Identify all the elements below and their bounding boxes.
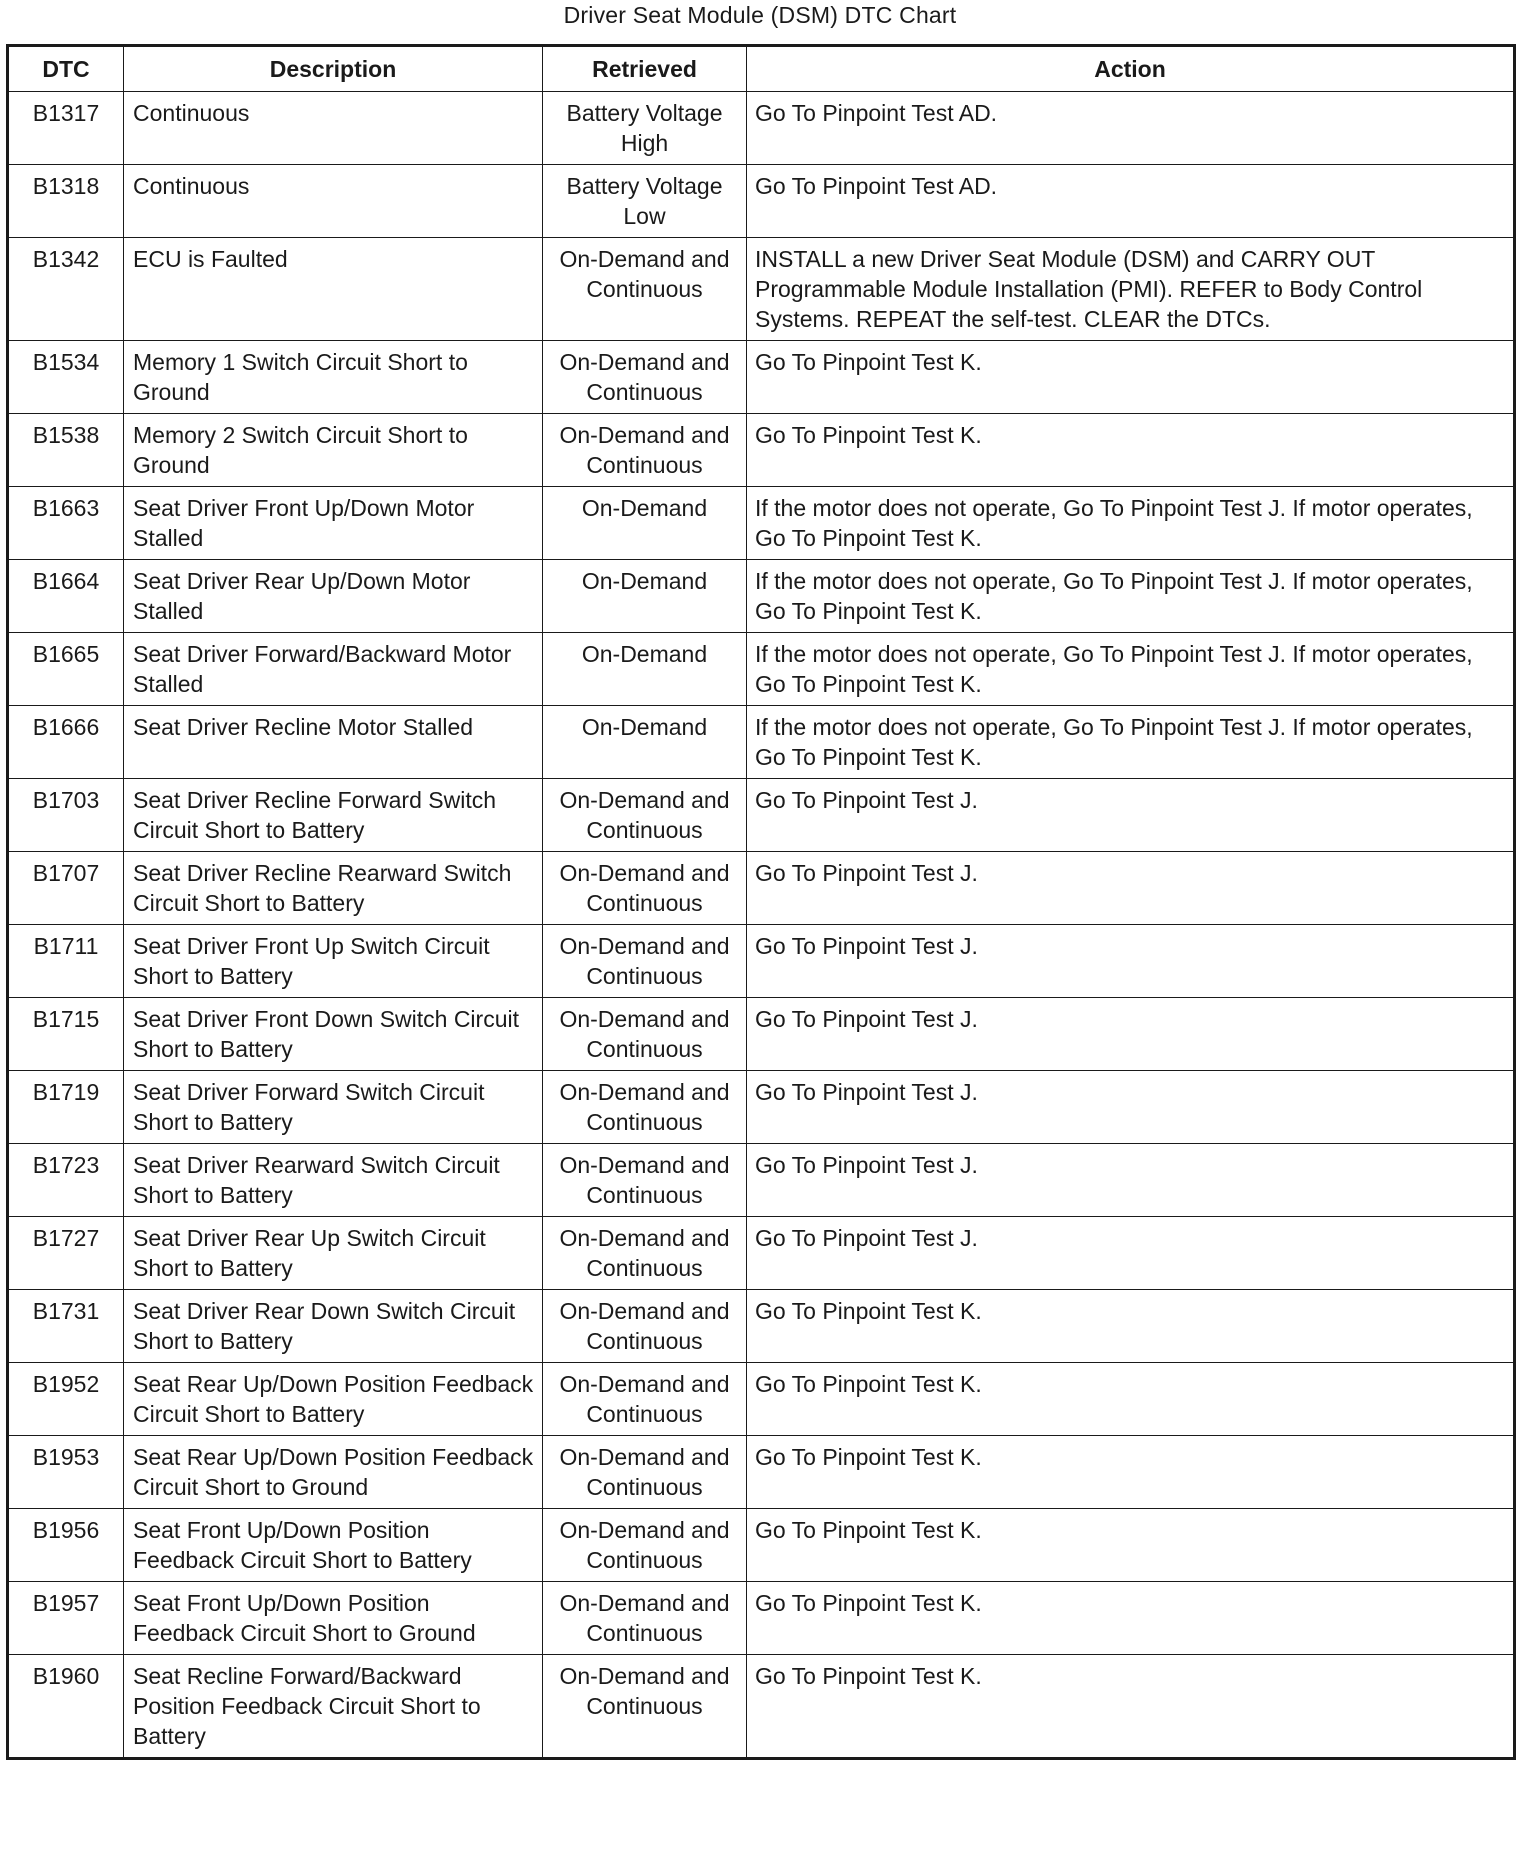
table-row [8, 1290, 1515, 1363]
dtc-description: Seat Rear Up/Down Position Feedback Circuit Short to Battery [124, 1363, 543, 1436]
dtc-retrieved: On-Demand [543, 487, 747, 560]
dtc-retrieved: On-Demand and Continuous [543, 1071, 747, 1144]
dtc-action: Go To Pinpoint Test J. [747, 1071, 1515, 1144]
dtc-retrieved: On-Demand and Continuous [543, 414, 747, 487]
dtc-code: B1342 [8, 238, 124, 341]
dtc-code: B1953 [8, 1436, 124, 1509]
dtc-action: Go To Pinpoint Test K. [747, 1290, 1515, 1363]
dtc-retrieved: Battery Voltage Low [543, 165, 747, 238]
table-row [8, 1071, 1515, 1144]
dtc-description: Seat Driver Front Down Switch Circuit Short to Battery [124, 998, 543, 1071]
dtc-retrieved: On-Demand and Continuous [543, 1582, 747, 1655]
dtc-code: B1956 [8, 1509, 124, 1582]
dtc-retrieved: Battery Voltage High [543, 92, 747, 165]
dtc-code: B1664 [8, 560, 124, 633]
dtc-description: Seat Driver Rear Up/Down Motor Stalled [124, 560, 543, 633]
dtc-retrieved: On-Demand and Continuous [543, 238, 747, 341]
dtc-action: Go To Pinpoint Test K. [747, 1363, 1515, 1436]
dtc-retrieved: On-Demand [543, 633, 747, 706]
dtc-description: Seat Recline Forward/Backward Position Feedback Circuit Short to Battery [124, 1655, 543, 1759]
dtc-code: B1318 [8, 165, 124, 238]
dtc-action: Go To Pinpoint Test J. [747, 1144, 1515, 1217]
dtc-description: ECU is Faulted [124, 238, 543, 341]
dtc-action: Go To Pinpoint Test K. [747, 341, 1515, 414]
dtc-code: B1703 [8, 779, 124, 852]
dtc-retrieved: On-Demand and Continuous [543, 341, 747, 414]
table-row [8, 1363, 1515, 1436]
dtc-code: B1715 [8, 998, 124, 1071]
table-row [8, 165, 1515, 238]
dtc-retrieved: On-Demand and Continuous [543, 1509, 747, 1582]
table-row [8, 341, 1515, 414]
dtc-description: Continuous [124, 165, 543, 238]
dtc-code: B1731 [8, 1290, 124, 1363]
dtc-retrieved: On-Demand and Continuous [543, 925, 747, 998]
dtc-description: Seat Rear Up/Down Position Feedback Circuit Short to Ground [124, 1436, 543, 1509]
table-row [8, 779, 1515, 852]
dtc-description: Memory 2 Switch Circuit Short to Ground [124, 414, 543, 487]
dtc-action: Go To Pinpoint Test J. [747, 998, 1515, 1071]
dtc-retrieved: On-Demand and Continuous [543, 998, 747, 1071]
table-row [8, 238, 1515, 341]
dtc-retrieved: On-Demand [543, 706, 747, 779]
dtc-action: If the motor does not operate, Go To Pinpoint Test J. If motor operates, Go To Pinpoint Test K. [747, 560, 1515, 633]
dtc-action: Go To Pinpoint Test K. [747, 1655, 1515, 1759]
table-row [8, 852, 1515, 925]
dtc-description: Continuous [124, 92, 543, 165]
dtc-description: Seat Driver Recline Motor Stalled [124, 706, 543, 779]
dtc-action: Go To Pinpoint Test K. [747, 414, 1515, 487]
dtc-code: B1663 [8, 487, 124, 560]
dtc-description: Seat Driver Forward Switch Circuit Short to Battery [124, 1071, 543, 1144]
table-row [8, 925, 1515, 998]
dtc-action: If the motor does not operate, Go To Pinpoint Test J. If motor operates, Go To Pinpoint Test K. [747, 706, 1515, 779]
column-header-retrieved: Retrieved [543, 46, 747, 92]
dtc-action: If the motor does not operate, Go To Pinpoint Test J. If motor operates, Go To Pinpoint Test K. [747, 633, 1515, 706]
dtc-description: Seat Driver Front Up Switch Circuit Short to Battery [124, 925, 543, 998]
table-row [8, 633, 1515, 706]
table-row [8, 1217, 1515, 1290]
dtc-description: Memory 1 Switch Circuit Short to Ground [124, 341, 543, 414]
dtc-code: B1957 [8, 1582, 124, 1655]
dtc-retrieved: On-Demand and Continuous [543, 1144, 747, 1217]
chart-title: Driver Seat Module (DSM) DTC Chart [563, 2, 957, 28]
dtc-description: Seat Front Up/Down Position Feedback Circuit Short to Battery [124, 1509, 543, 1582]
dtc-code: B1723 [8, 1144, 124, 1217]
dtc-table [6, 44, 1516, 1760]
dtc-code: B1727 [8, 1217, 124, 1290]
dtc-description: Seat Driver Recline Forward Switch Circuit Short to Battery [124, 779, 543, 852]
table-row [8, 1655, 1515, 1759]
dtc-action: INSTALL a new Driver Seat Module (DSM) and CARRY OUT Programmable Module Installation (PMI). REFER to Body Control Systems. REPEAT the self-test. CLEAR the DTCs. [747, 238, 1515, 341]
table-row [8, 560, 1515, 633]
dtc-action: Go To Pinpoint Test K. [747, 1436, 1515, 1509]
dtc-code: B1952 [8, 1363, 124, 1436]
table-row [8, 1509, 1515, 1582]
dtc-action: Go To Pinpoint Test K. [747, 1509, 1515, 1582]
column-header-dtc: DTC [8, 46, 124, 92]
dtc-description: Seat Driver Rearward Switch Circuit Short to Battery [124, 1144, 543, 1217]
dtc-code: B1665 [8, 633, 124, 706]
dtc-retrieved: On-Demand and Continuous [543, 1655, 747, 1759]
dtc-action: Go To Pinpoint Test AD. [747, 92, 1515, 165]
table-body [8, 92, 1515, 1759]
table-row [8, 1144, 1515, 1217]
dtc-action: If the motor does not operate, Go To Pinpoint Test J. If motor operates, Go To Pinpoint Test K. [747, 487, 1515, 560]
dtc-action: Go To Pinpoint Test K. [747, 1582, 1515, 1655]
dtc-action: Go To Pinpoint Test J. [747, 1217, 1515, 1290]
table-row [8, 1582, 1515, 1655]
column-header-description: Description [124, 46, 543, 92]
table-header-row [8, 46, 1515, 92]
dtc-action: Go To Pinpoint Test J. [747, 852, 1515, 925]
dtc-code: B1711 [8, 925, 124, 998]
dtc-retrieved: On-Demand and Continuous [543, 779, 747, 852]
dtc-action: Go To Pinpoint Test AD. [747, 165, 1515, 238]
dtc-retrieved: On-Demand and Continuous [543, 852, 747, 925]
dtc-action: Go To Pinpoint Test J. [747, 925, 1515, 998]
dtc-code: B1707 [8, 852, 124, 925]
table-row [8, 998, 1515, 1071]
dtc-code: B1317 [8, 92, 124, 165]
table-row [8, 487, 1515, 560]
dtc-retrieved: On-Demand and Continuous [543, 1217, 747, 1290]
dtc-description: Seat Driver Front Up/Down Motor Stalled [124, 487, 543, 560]
dtc-code: B1719 [8, 1071, 124, 1144]
column-header-action: Action [747, 46, 1515, 92]
dtc-code: B1538 [8, 414, 124, 487]
dtc-retrieved: On-Demand and Continuous [543, 1290, 747, 1363]
dtc-code: B1666 [8, 706, 124, 779]
dtc-description: Seat Front Up/Down Position Feedback Circuit Short to Ground [124, 1582, 543, 1655]
dtc-description: Seat Driver Forward/Backward Motor Stalled [124, 633, 543, 706]
table-row [8, 1436, 1515, 1509]
dtc-description: Seat Driver Recline Rearward Switch Circuit Short to Battery [124, 852, 543, 925]
dtc-retrieved: On-Demand and Continuous [543, 1363, 747, 1436]
table-row [8, 414, 1515, 487]
table-row [8, 92, 1515, 165]
dtc-description: Seat Driver Rear Down Switch Circuit Short to Battery [124, 1290, 543, 1363]
dtc-code: B1534 [8, 341, 124, 414]
dtc-code: B1960 [8, 1655, 124, 1759]
dtc-retrieved: On-Demand and Continuous [543, 1436, 747, 1509]
dtc-action: Go To Pinpoint Test J. [747, 779, 1515, 852]
table-row [8, 706, 1515, 779]
dtc-description: Seat Driver Rear Up Switch Circuit Short to Battery [124, 1217, 543, 1290]
dtc-retrieved: On-Demand [543, 560, 747, 633]
